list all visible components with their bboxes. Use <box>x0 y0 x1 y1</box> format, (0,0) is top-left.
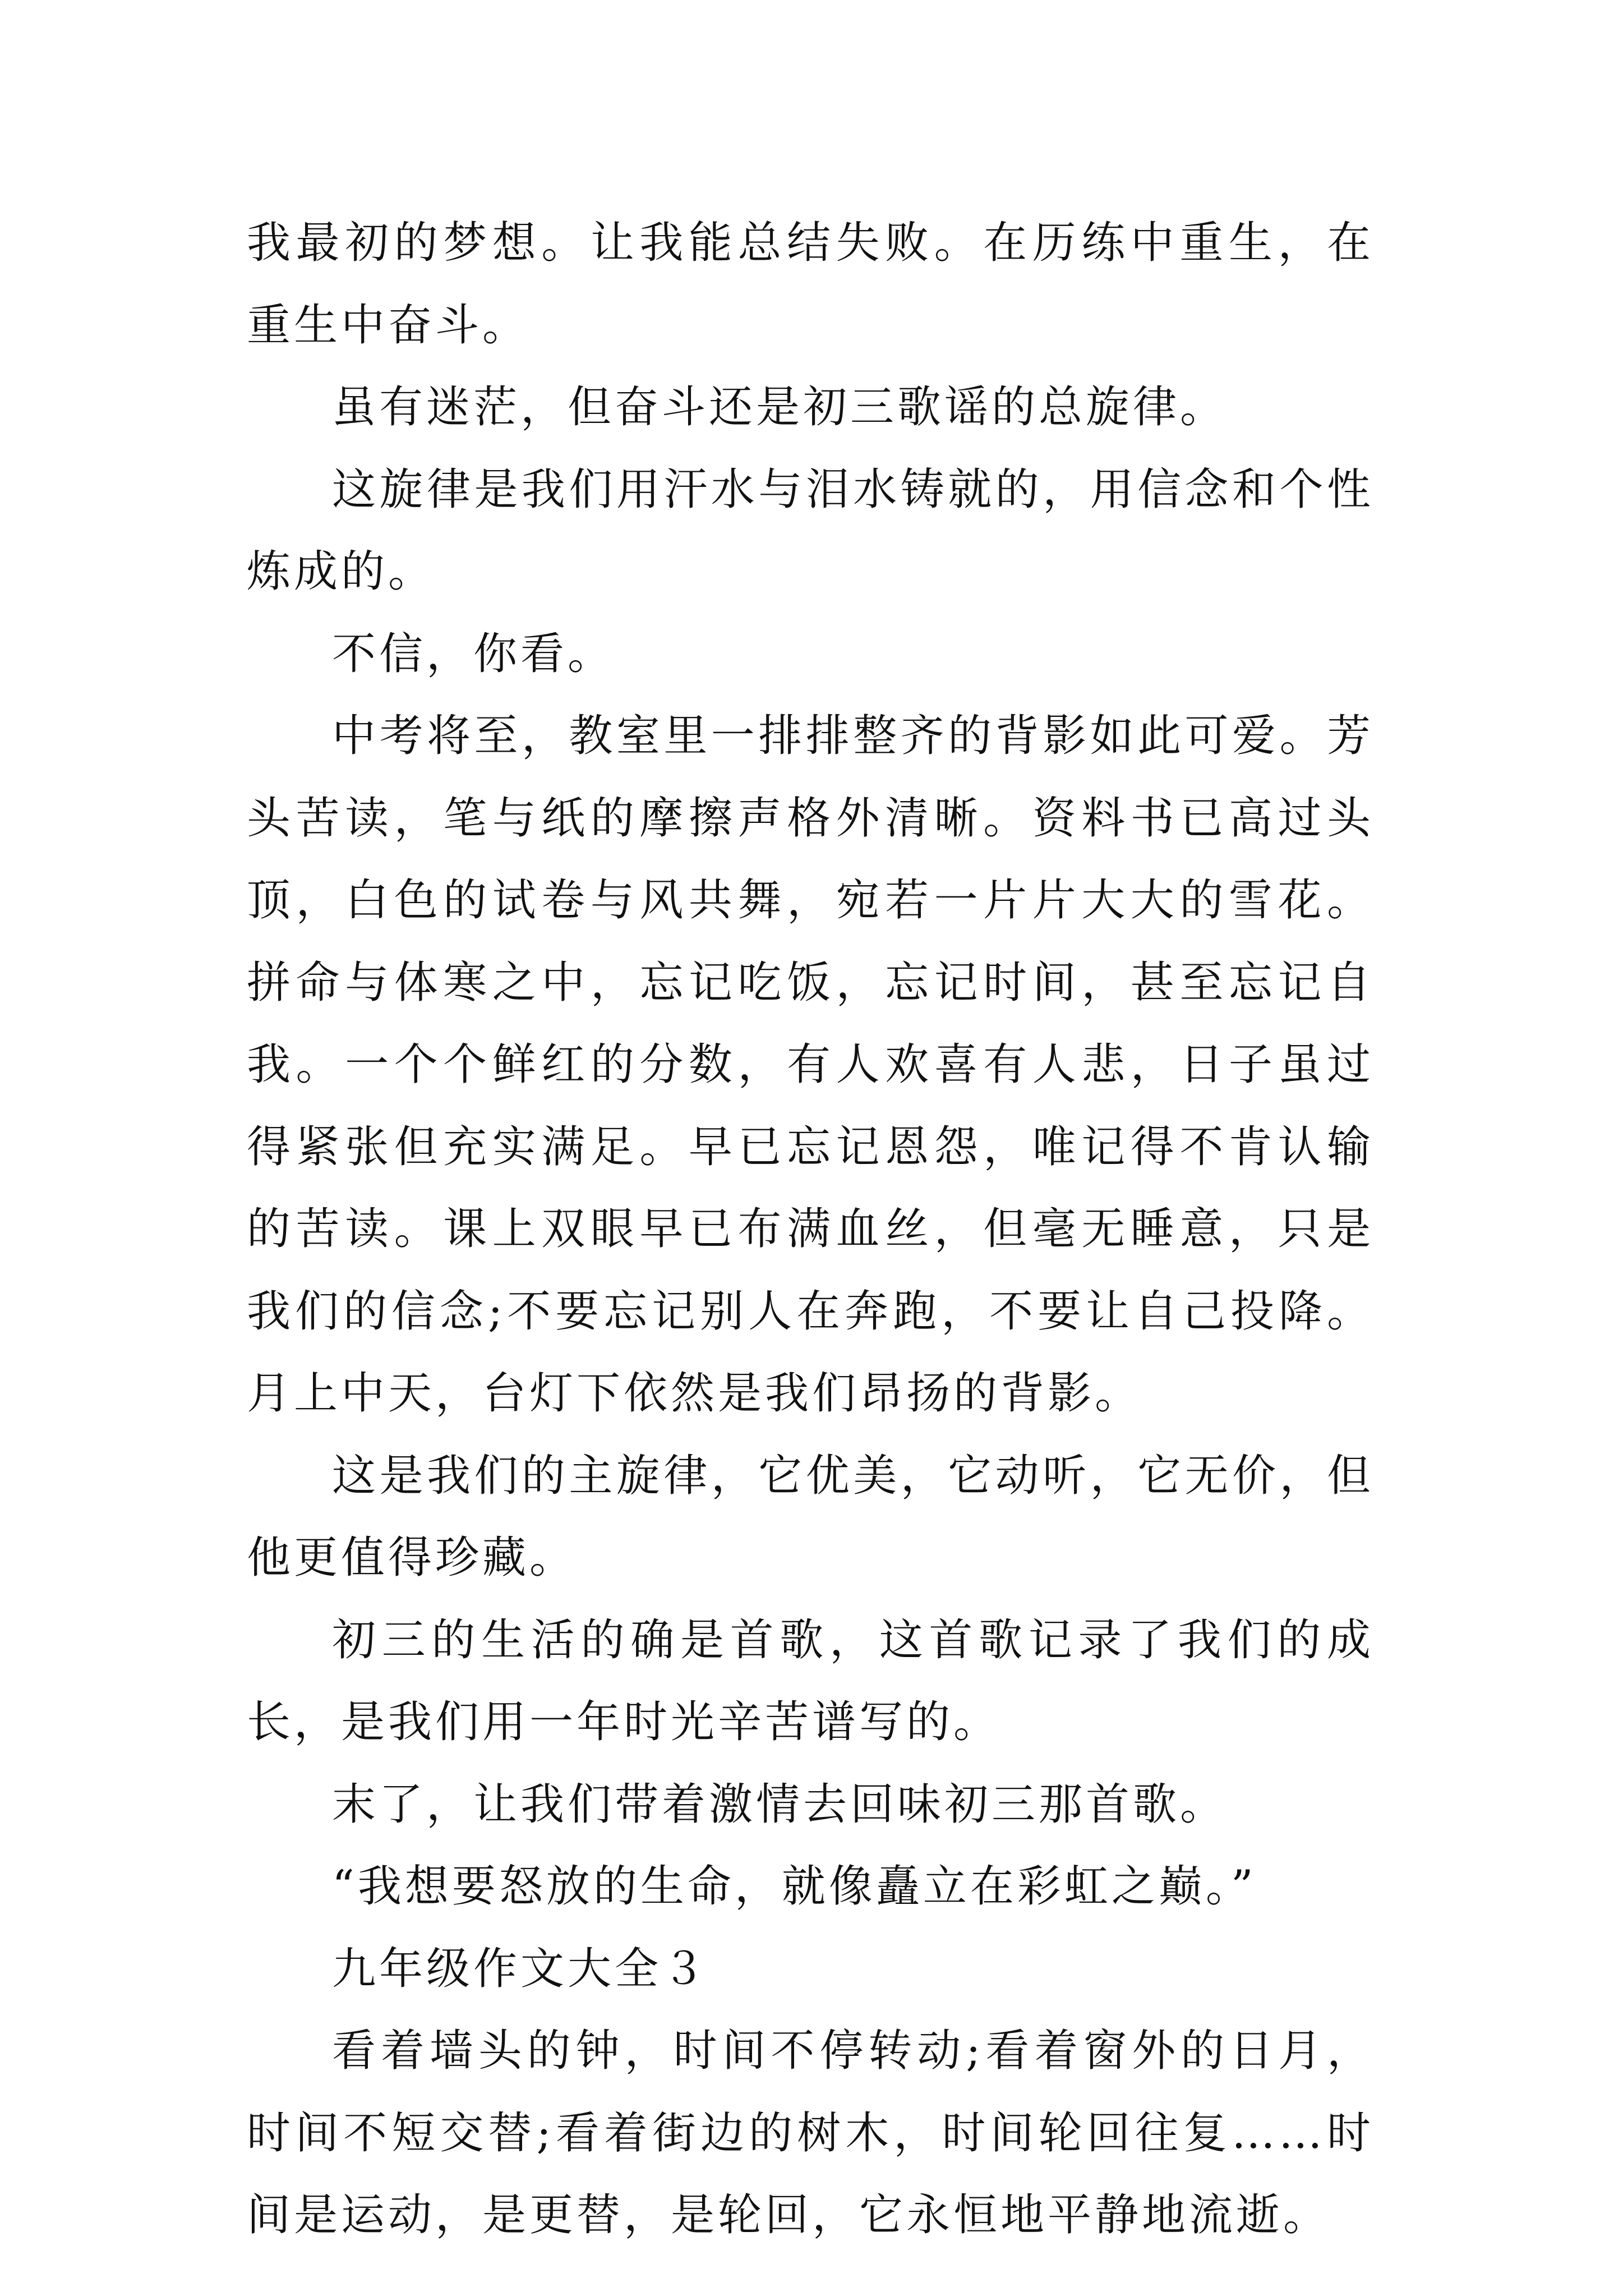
paragraph-continued: 我最初的梦想。让我能总结失败。在历练中重生，在重生中奋斗。 <box>247 218 1374 351</box>
paragraph: 看着墙头的钟，时间不停转动;看着窗外的日月，时间不短交替;看着街边的树木，时间轮回往复……时间是运动，是更替，是轮回，它永恒地平静地流逝。 <box>247 2026 1374 2240</box>
paragraph: 初三的生活的确是首歌，这首歌记录了我们的成长，是我们用一年时光辛苦谱写的。 <box>247 1614 1374 1747</box>
paragraph: 这是我们的主旋律，它优美，它动听，它无价，但他更值得珍藏。 <box>247 1450 1374 1583</box>
paragraph: 末了，让我们带着激情去回味初三那首歌。 <box>332 1779 1228 1830</box>
paragraph: 虽有迷茫，但奋斗还是初三歌谣的总旋律。 <box>332 382 1228 432</box>
document-body <box>247 202 1374 2257</box>
paragraph: 中考将至，教室里一排排整齐的背影如此可爱。芳头苦读，笔与纸的摩擦声格外清晰。资料书已高过头顶，白色的试卷与风共舞，宛若一片片大大的雪花。拼命与体寒之中，忘记吃饭，忘记时间，甚至忘记自我。一个个鲜红的分数，有人欢喜有人悲，日子虽过得紧张但充实满足。早已忘记恩怨，唯记得不肯认输的苦读。课上双眼早已布满血丝，但毫无睡意，只是我们的信念;不要忘记别人在奔跑，不要让自己投降。月上中天，台灯下依然是我们昂扬的背影。 <box>247 711 1374 1419</box>
quote-paragraph: “我想要怒放的生命，就像矗立在彩虹之巅。” <box>332 1861 1257 1912</box>
paragraph: 不信，你看。 <box>332 628 615 679</box>
section-heading: 九年级作文大全３ <box>332 1943 709 1994</box>
paragraph: 这旋律是我们用汗水与泪水铸就的，用信念和个性炼成的。 <box>247 464 1374 597</box>
